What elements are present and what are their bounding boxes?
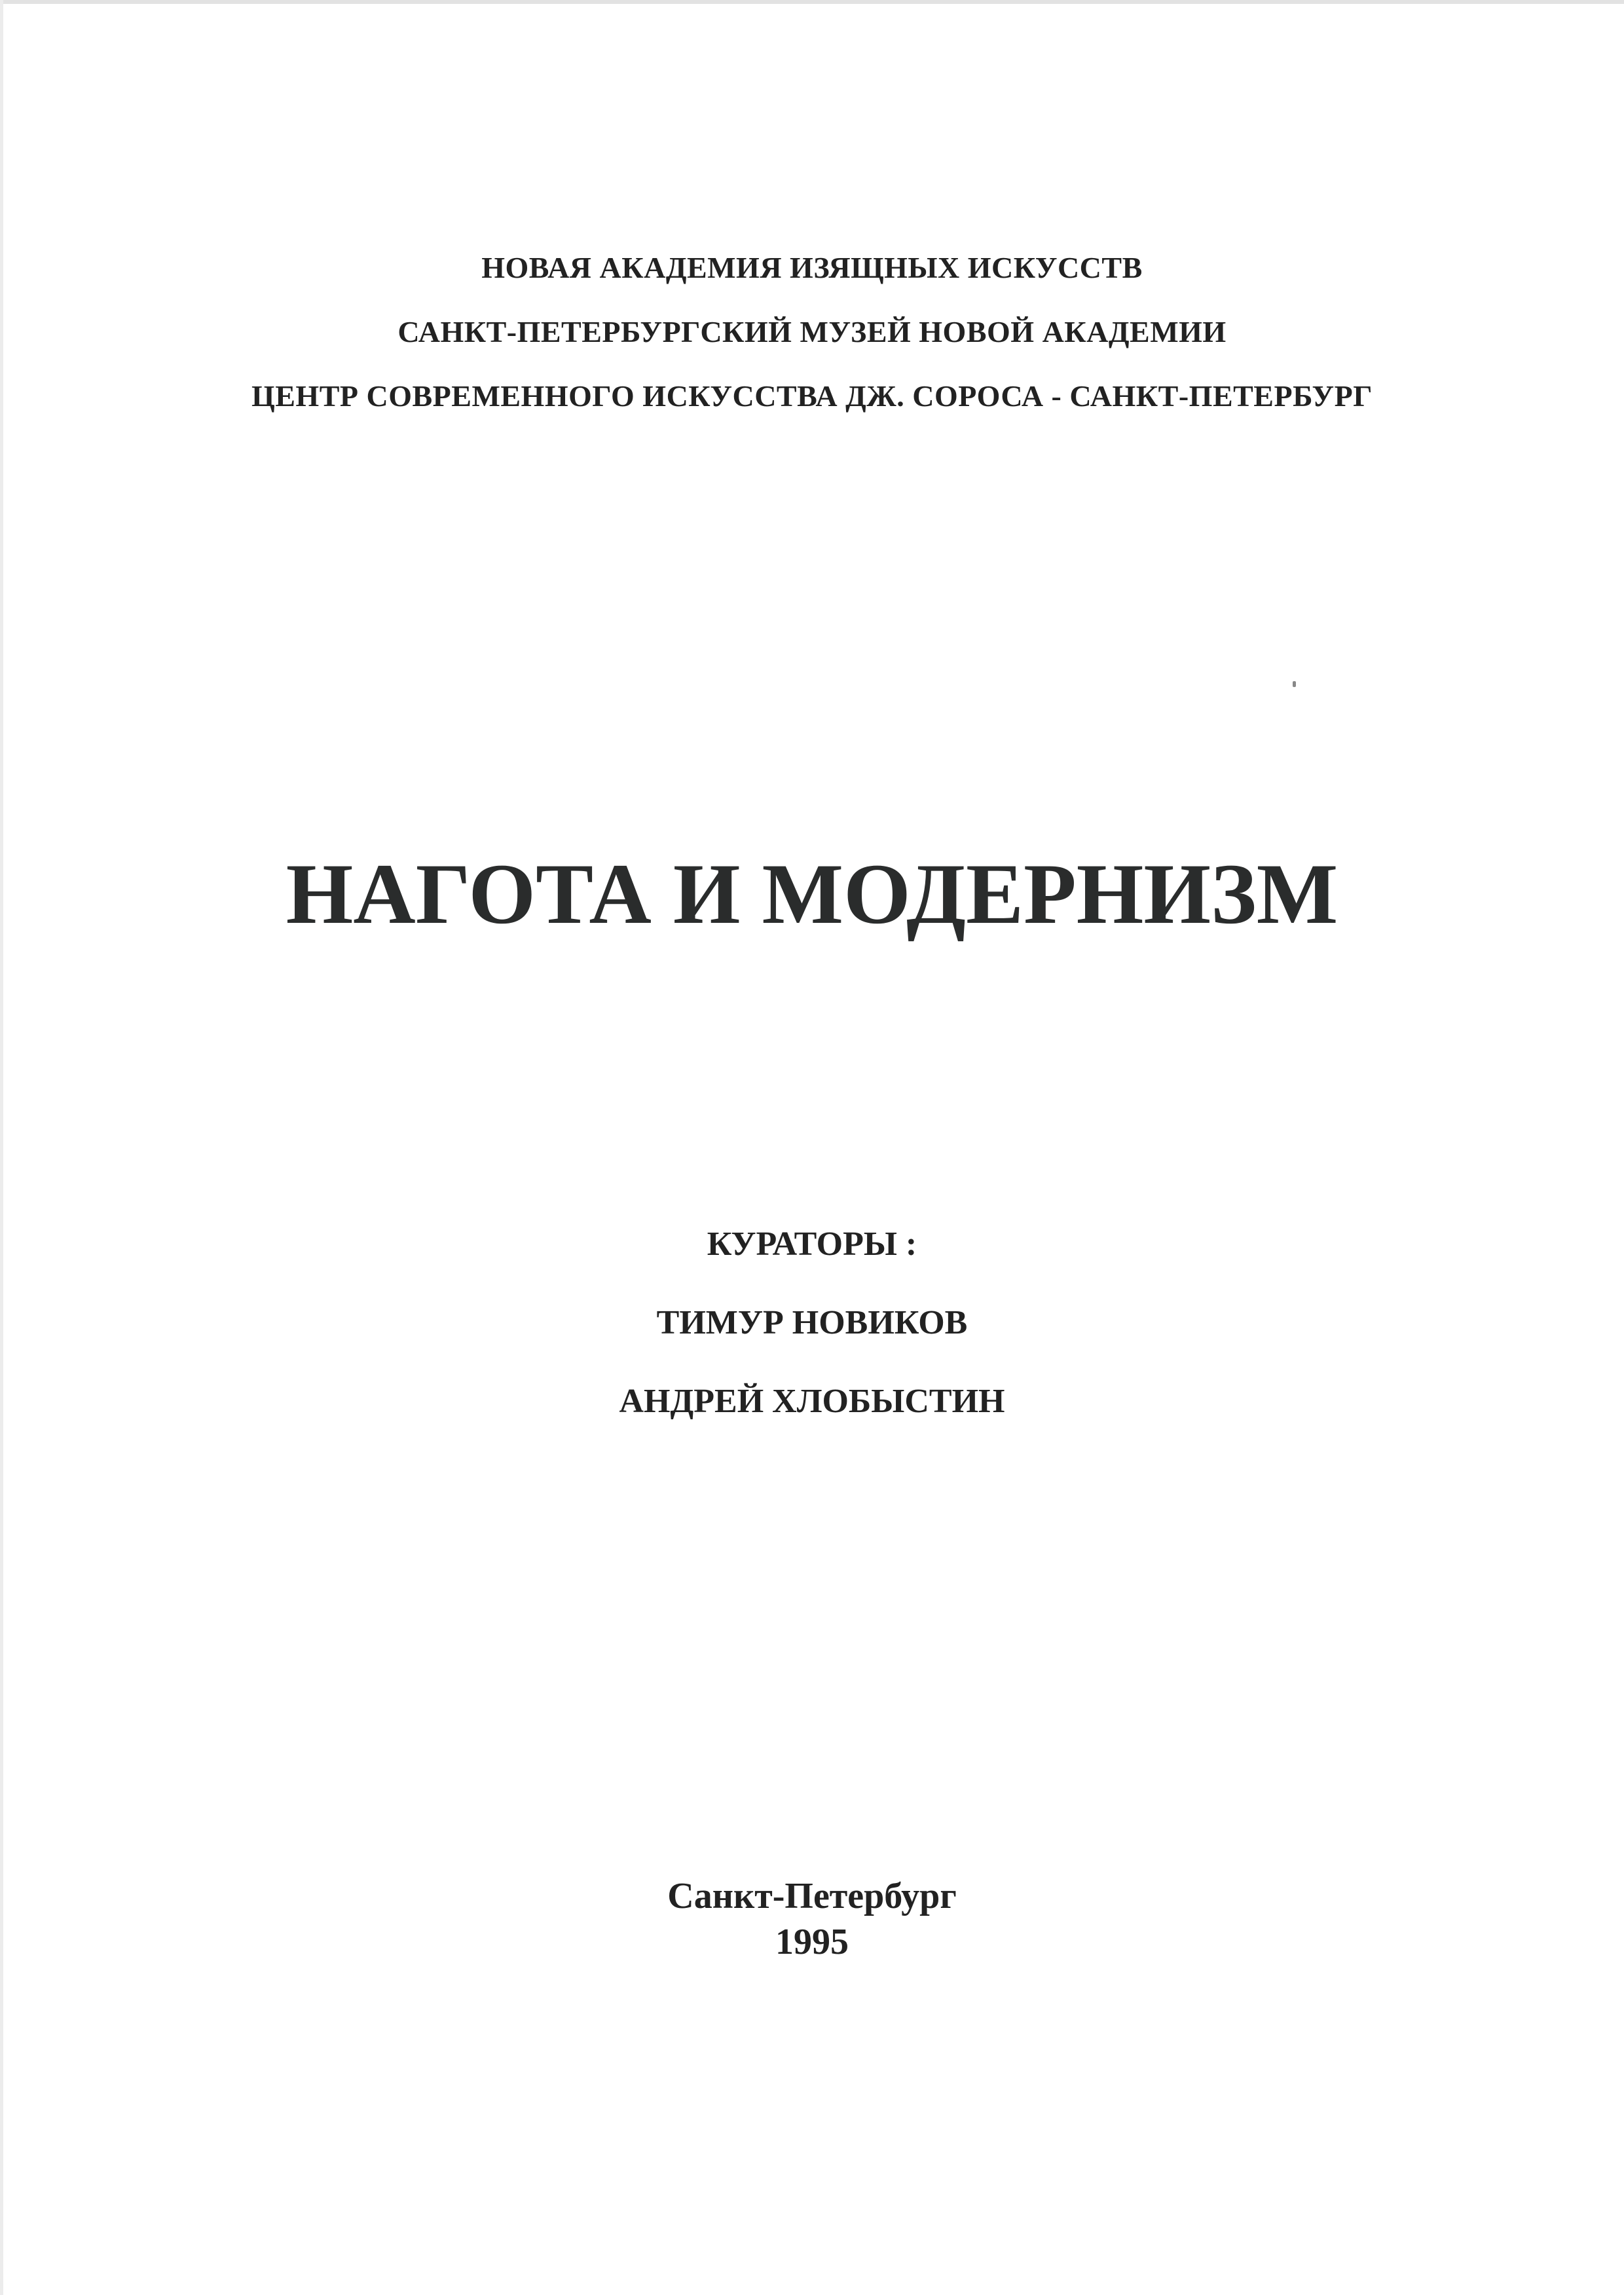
institution-line: ЦЕНТР СОВРЕМЕННОГО ИСКУССТВА ДЖ. СОРОСА - САНКТ-ПЕТЕРБУРГ [251, 379, 1373, 413]
institution-line: НОВАЯ АКАДЕМИЯ ИЗЯЩНЫХ ИСКУССТВ [481, 251, 1143, 284]
imprint-block [0, 1873, 1624, 1965]
institution-line: САНКТ-ПЕТЕРБУРГСКИЙ МУЗЕЙ НОВОЙ АКАДЕМИИ [397, 315, 1227, 348]
imprint-year: 1995 [775, 1922, 849, 1962]
page-title: НАГОТА И МОДЕРНИЗМ [286, 846, 1338, 942]
curators-block [0, 1205, 1624, 1441]
scan-speck [1293, 681, 1296, 687]
scan-edge-top [0, 0, 1624, 4]
institutions-block [0, 236, 1624, 428]
curator-name: ТИМУР НОВИКОВ [656, 1304, 968, 1341]
curator-name: АНДРЕЙ ХЛОБЫСТИН [619, 1383, 1005, 1420]
imprint-city: Санкт-Петербург [667, 1876, 957, 1916]
curators-heading: КУРАТОРЫ : [707, 1225, 917, 1263]
